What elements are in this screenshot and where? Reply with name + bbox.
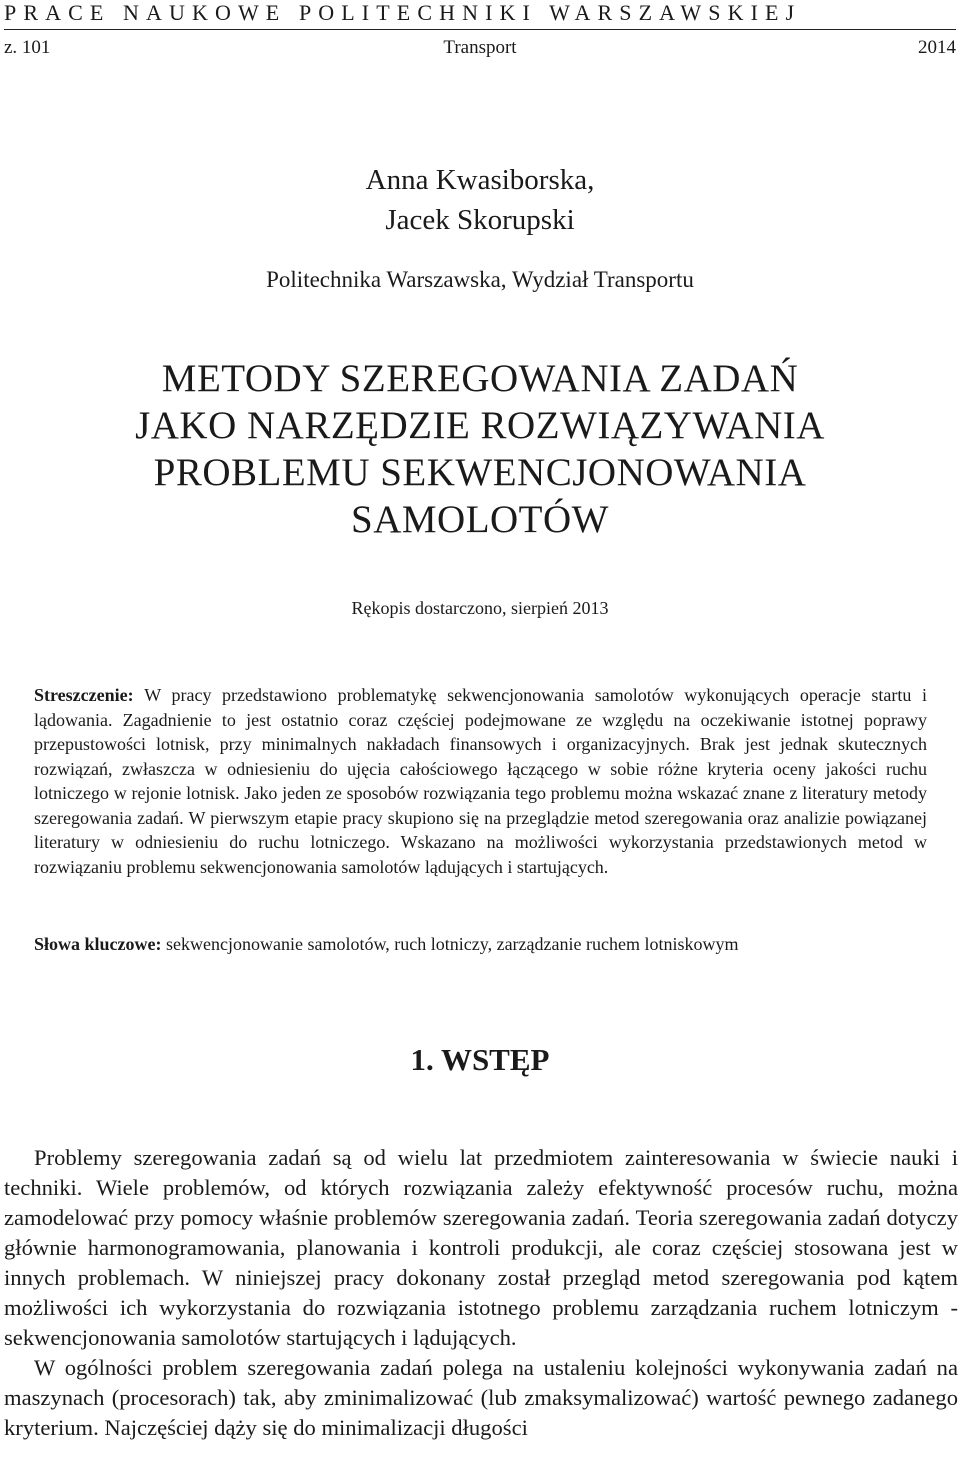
abstract-label: Streszczenie:: [34, 685, 145, 705]
author-name: Jacek Skorupski: [385, 204, 575, 236]
journal-name: PRACE NAUKOWE POLITECHNIKI WARSZAWSKIEJ: [4, 0, 802, 25]
paper-title: [0, 355, 960, 543]
keywords: [34, 932, 927, 956]
section-heading: 1. WSTĘP: [410, 1042, 550, 1077]
issue-number: z. 101: [4, 37, 51, 58]
title-line: SAMOLOTÓW: [351, 498, 609, 541]
keywords-label: Słowa kluczowe:: [34, 934, 166, 954]
header-rule: [4, 29, 956, 30]
abstract: [34, 683, 927, 879]
received-date: Rękopis dostarczono, sierpień 2013: [351, 598, 609, 618]
section-body: [4, 1143, 958, 1443]
issue-year: 2014: [918, 37, 956, 58]
abstract-text: W pracy przedstawiono problematykę sekwencjonowania samolotów wykonujących operacje startu i lądowania. Zagadnienie to jest ostatnio coraz częściej podejmowane ze względu na oczekiwanie istotnej poprawy przepustowości lotnisk, przy minimalnych nakładach finansowych i organizacyjnych. Brak jest jednak skutecznych rozwiązań, zwłaszcza w odniesieniu do ujęcia całościowego łączącego w sobie różne kryteria oceny jakości ruchu lotniczego w rejonie lotnisk. Jako jeden ze sposobów rozwiązania tego problemu można wskazać znane z literatury metody szeregowania zadań. W pierwszym etapie pracy skupiono się na przeglądzie metod szeregowania oraz analizie powiązanej literatury w odniesieniu do ruchu lotniczego. Wskazano na możliwości wykorzystania przedstawionych metod w rozwiązaniu problemu sekwencjonowania samolotów lądujących i startujących.: [34, 685, 927, 877]
body-paragraph: W ogólności problem szeregowania zadań polega na ustaleniu kolejności wykonywania zadań na maszynach (procesorach) tak, aby zminimalizować (lub zmaksymalizować) wartość pewnego zadanego kryterium. Najczęściej dąży się do minimalizacji długości: [4, 1355, 958, 1440]
title-line: METODY SZEREGOWANIA ZADAŃ: [161, 357, 799, 400]
author-affiliation: Politechnika Warszawska, Wydział Transportu: [266, 267, 694, 292]
title-line: JAKO NARZĘDZIE ROZWIĄZYWANIA: [135, 404, 825, 447]
author-list: [0, 160, 960, 240]
keywords-text: sekwencjonowanie samolotów, ruch lotniczy, zarządzanie ruchem lotniskowym: [166, 934, 739, 954]
body-paragraph: Problemy szeregowania zadań są od wielu lat przedmiotem zainteresowania w świecie nauki i techniki. Wiele problemów, od których rozwiązania zależy efektywność procesów ruchu, można zamodelować przy pomocy właśnie problemów szeregowania zadań. Teoria szeregowania zadań dotyczy głównie harmonogramowania, planowania i kontroli produkcji, ale coraz częściej stosowana jest w innych problemach. W niniejszej pracy dokonany został przegląd metod szeregowania pod kątem możliwości ich wykorzystania do rozwiązania istotnego problemu zarządzania ruchem lotniczym - sekwencjonowania samolotów startujących i lądujących.: [4, 1145, 958, 1350]
title-line: PROBLEMU SEKWENCJONOWANIA: [153, 451, 807, 494]
series-name: Transport: [443, 37, 517, 58]
author-name: Anna Kwasiborska,: [365, 164, 595, 196]
